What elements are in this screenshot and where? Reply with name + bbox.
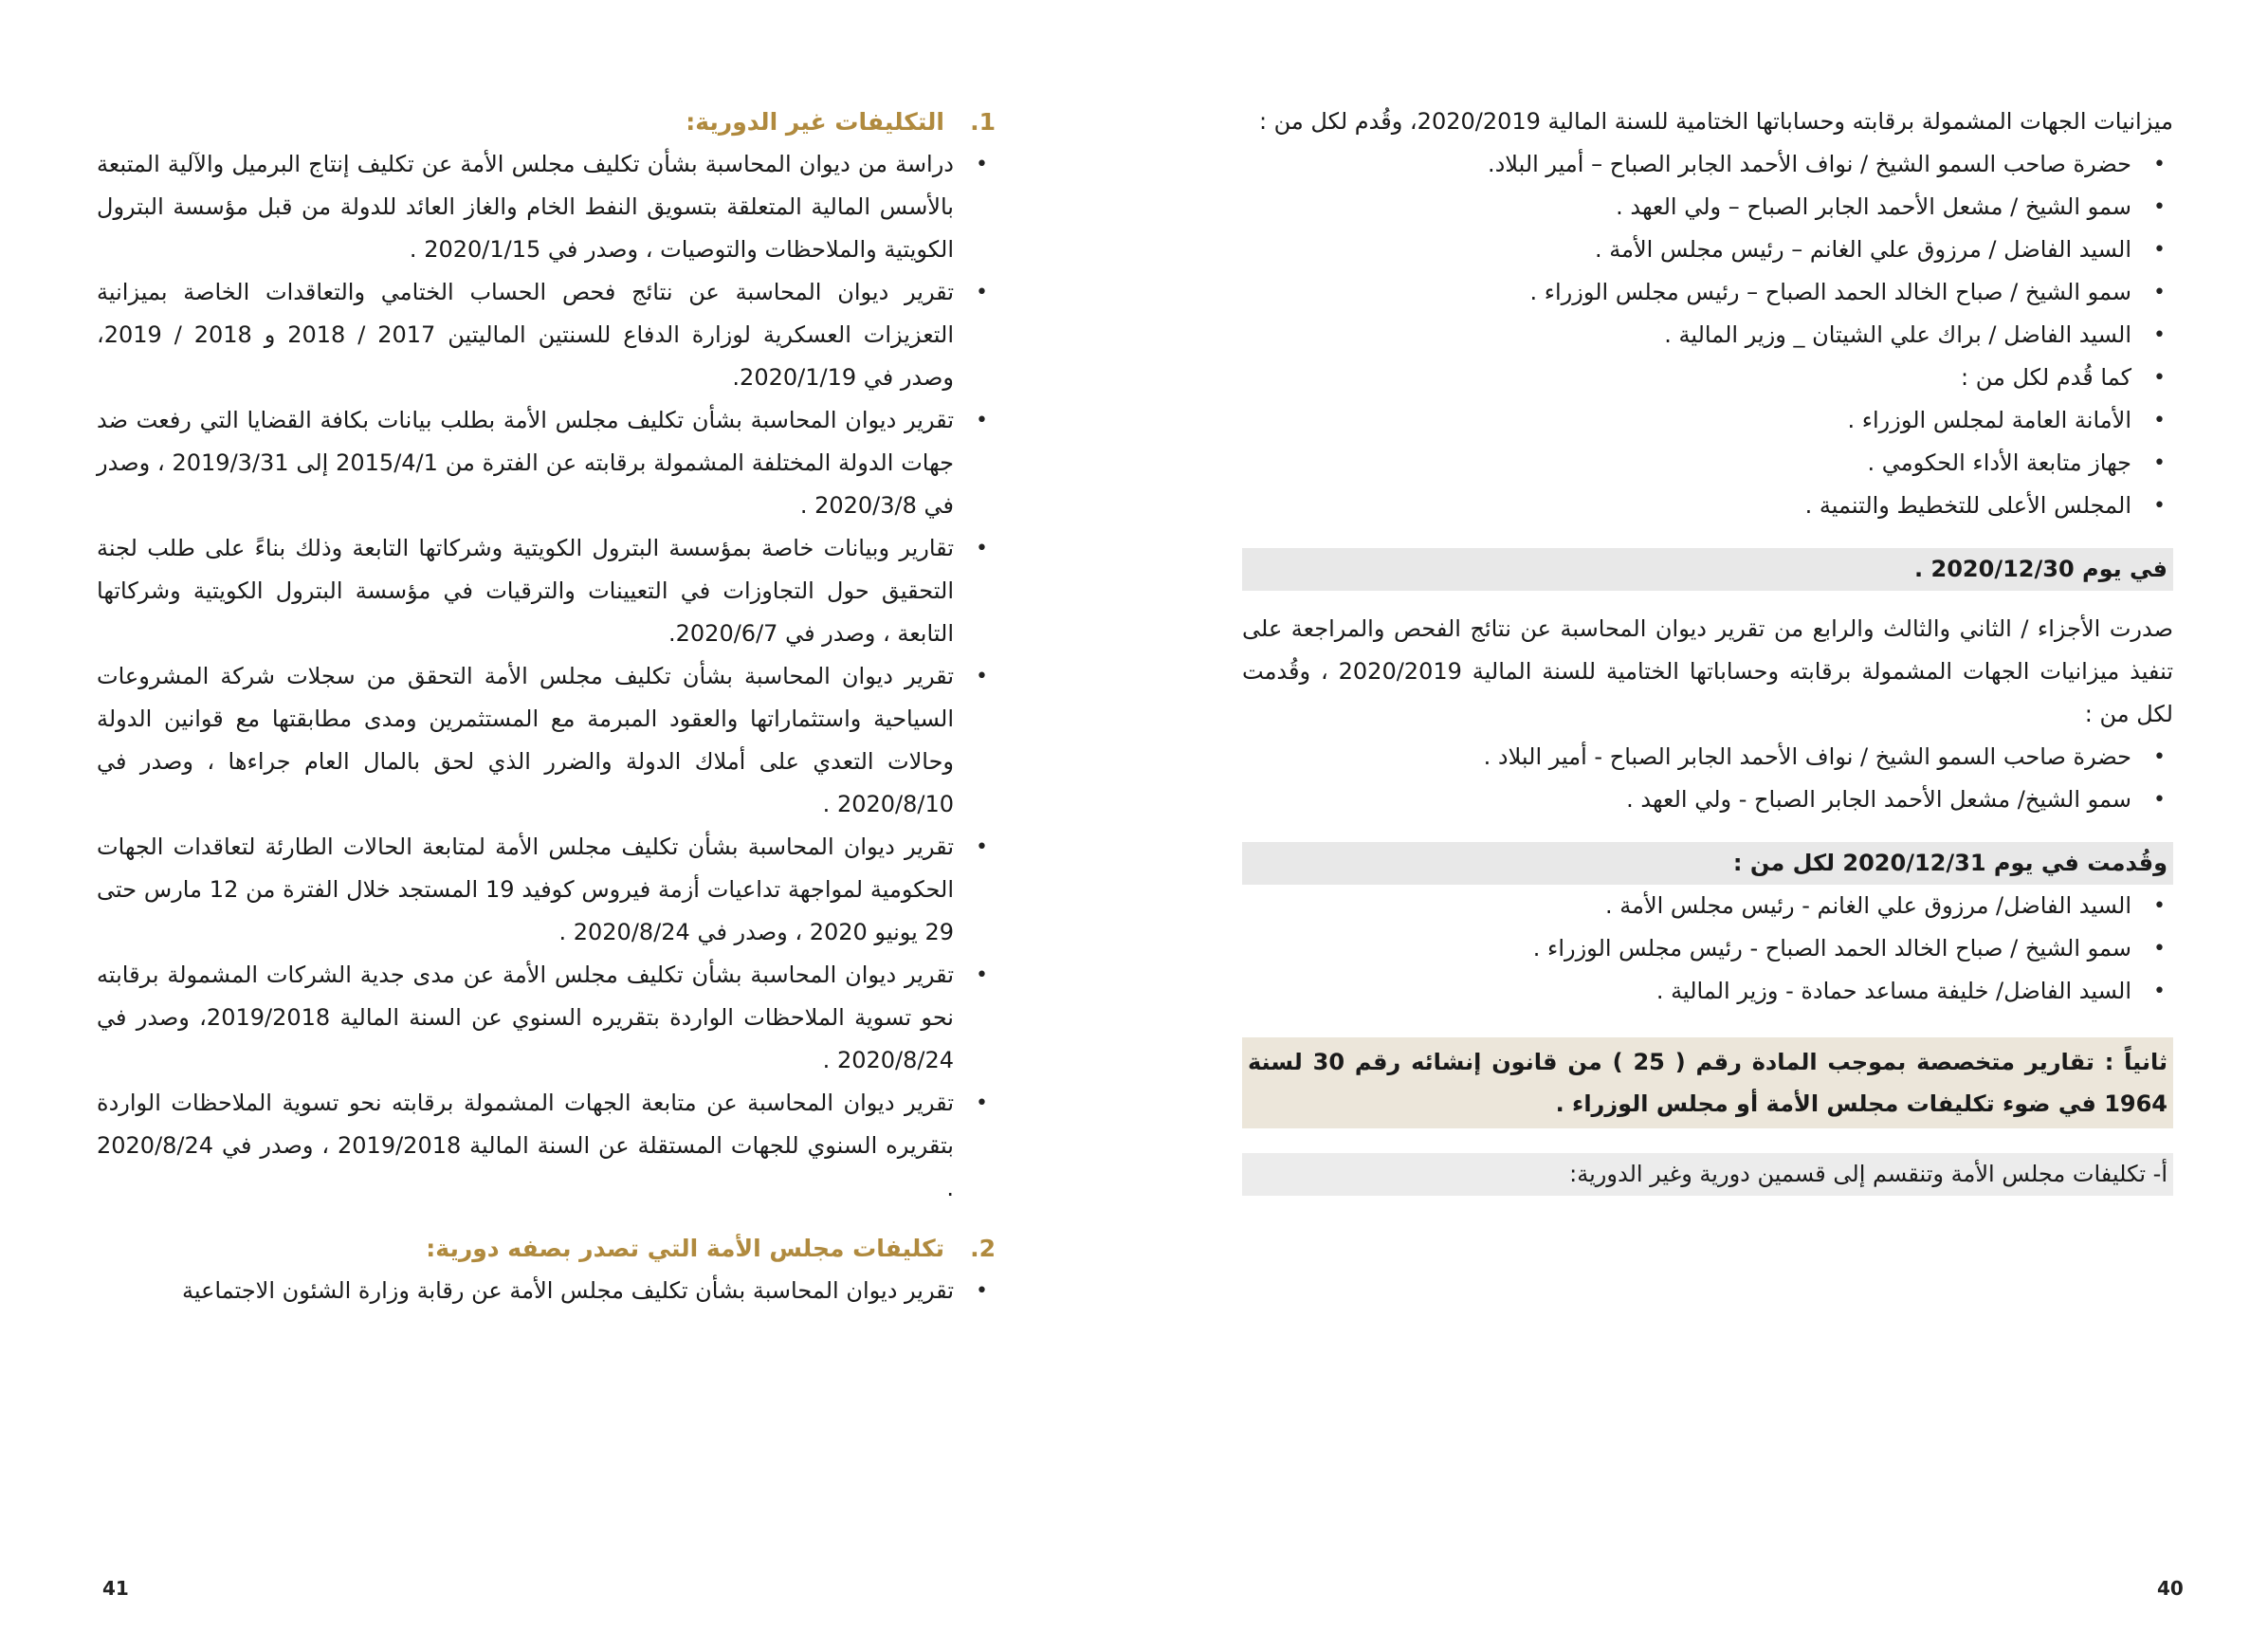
- list-item: • تقرير ديوان المحاسبة عن نتائج فحص الحساب الختامي والتعاقدات الخاصة بميزانية التعزيزات العسكرية لوزارة الدفاع للسنتين الماليتين 2017 / 2018 و 2018 / 2019، وصدر في 2020/1/19.: [97, 271, 996, 399]
- section-2-title: تكليفات مجلس الأمة التي تصدر بصفه دورية:: [426, 1235, 944, 1262]
- page-40: [1242, 0, 2173, 1649]
- list-item: • كما قُدم لكل من :: [1242, 357, 2173, 399]
- date-heading-1: في يوم 2020/12/30 .: [1242, 548, 2173, 591]
- list-item: • السيد الفاضل / براك علي الشيتان _ وزير المالية .: [1242, 314, 2173, 357]
- section-2-heading: [97, 1227, 996, 1270]
- list-item: • دراسة من ديوان المحاسبة بشأن تكليف مجلس الأمة عن تكليف إنتاج البرميل والآلية المتبعة بالأسس المالية المتعلقة بتسويق النفط الخام والغاز العائد للدولة من قبل مؤسسة البترول الكويتية والملاحظات والتوصيات ، وصدر في 2020/1/15 .: [97, 143, 996, 271]
- section-2-number: 2.: [970, 1235, 996, 1262]
- intro-paragraph: ميزانيات الجهات المشمولة برقابته وحساباتها الختامية للسنة المالية 2020/2019، وقُدم لكل من :: [1258, 108, 2173, 135]
- list-item: • تقارير وبيانات خاصة بمؤسسة البترول الكويتية وشركاتها التابعة وذلك بناءً على طلب لجنة التحقيق حول التجاوزات في التعيينات والترقيات في مؤسسة البترول الكويتية وشركاتها التابعة ، وصدر في 2020/6/7.: [97, 527, 996, 655]
- list-item: • السيد الفاضل/ خليفة مساعد حمادة - وزير المالية .: [1242, 970, 2173, 1013]
- list-item: • تقرير ديوان المحاسبة عن متابعة الجهات المشمولة برقابته نحو تسوية الملاحظات الواردة بتقريره السنوي للجهات المستقلة عن السنة المالية 2019/2018 ، وصدر في 2020/8/24 .: [97, 1082, 996, 1210]
- list-item: • السيد الفاضل/ مرزوق علي الغانم - رئيس مجلس الأمة .: [1242, 885, 2173, 927]
- list-item: • تقرير ديوان المحاسبة بشأن تكليف مجلس الأمة التحقق من سجلات شركة المشروعات السياحية واستثماراتها والعقود المبرمة مع المستثمرين ومدى مطابقتها مع قوانين الدولة وحالات التعدي على أملاك الدولة والضرر الذي لحق بالمال العام جراءها ، وصدر في 2020/8/10 .: [97, 655, 996, 826]
- list-item: • المجلس الأعلى للتخطيط والتنمية .: [1242, 485, 2173, 527]
- recipients-list-3: [1242, 885, 2173, 1013]
- list-item: • سمو الشيخ / مشعل الأحمد الجابر الصباح – ولي العهد .: [1242, 186, 2173, 229]
- subheading-parliament-assignments: أ- تكليفات مجلس الأمة وتنقسم إلى قسمين دورية وغير الدورية:: [1242, 1153, 2173, 1196]
- recipients-list-1: [1242, 143, 2173, 527]
- section-1-heading: [97, 101, 996, 143]
- page-41: [97, 0, 996, 1649]
- section-1-title: التكليفات غير الدورية:: [686, 108, 944, 136]
- section-1-number: 1.: [970, 108, 996, 136]
- list-item: • جهاز متابعة الأداء الحكومي .: [1242, 442, 2173, 485]
- list-item: • حضرة صاحب السمو الشيخ / نواف الأحمد الجابر الصباح – أمير البلاد.: [1242, 143, 2173, 186]
- section-1-list: [97, 143, 996, 1210]
- section-2-list: [97, 1270, 996, 1312]
- list-item: • سمو الشيخ / صباح الخالد الحمد الصباح - رئيس مجلس الوزراء .: [1242, 927, 2173, 970]
- page-number-41: 41: [102, 1577, 129, 1600]
- report-paragraph: صدرت الأجزاء / الثاني والثالث والرابع من تقرير ديوان المحاسبة عن نتائج الفحص والمراجعة على تنفيذ ميزانيات الجهات المشمولة برقابته وحساباتها الختامية للسنة المالية 2020/2019 ، وقُدمت لكل من :: [1242, 615, 2173, 727]
- list-item: • تقرير ديوان المحاسبة بشأن تكليف مجلس الأمة بطلب بيانات بكافة القضايا التي رفعت ضد جهات الدولة المختلفة المشمولة برقابته عن الفترة من 2015/4/1 إلى 2019/3/31 ، وصدر في 2020/3/8 .: [97, 399, 996, 527]
- date-heading-2: وقُدمت في يوم 2020/12/31 لكل من :: [1242, 842, 2173, 885]
- list-item: • تقرير ديوان المحاسبة بشأن تكليف مجلس الأمة عن رقابة وزارة الشئون الاجتماعية: [97, 1270, 996, 1312]
- list-item: • الأمانة العامة لمجلس الوزراء .: [1242, 399, 2173, 442]
- list-item: • سمو الشيخ/ مشعل الأحمد الجابر الصباح - ولي العهد .: [1242, 779, 2173, 821]
- list-item: • حضرة صاحب السمو الشيخ / نواف الأحمد الجابر الصباح - أمير البلاد .: [1242, 736, 2173, 779]
- list-item: • تقرير ديوان المحاسبة بشأن تكليف مجلس الأمة لمتابعة الحالات الطارئة لتعاقدات الجهات الحكومية لمواجهة تداعيات أزمة فيروس كوفيد 19 المستجد خلال الفترة من 12 مارس حتى 29 يونيو 2020 ، وصدر في 2020/8/24 .: [97, 826, 996, 954]
- section-two-heading: ثانياً : تقارير متخصصة بموجب المادة رقم ( 25 ) من قانون إنشائه رقم 30 لسنة 1964 في ضوء تكليفات مجلس الأمة أو مجلس الوزراء .: [1242, 1037, 2173, 1128]
- list-item: • تقرير ديوان المحاسبة بشأن تكليف مجلس الأمة عن مدى جدية الشركات المشمولة برقابته نحو تسوية الملاحظات الواردة بتقريره السنوي عن السنة المالية 2019/2018، وصدر في 2020/8/24 .: [97, 954, 996, 1082]
- recipients-list-2: [1242, 736, 2173, 821]
- page-number-40: 40: [2157, 1577, 2184, 1600]
- list-item: • سمو الشيخ / صباح الخالد الحمد الصباح – رئيس مجلس الوزراء .: [1242, 271, 2173, 314]
- list-item: • السيد الفاضل / مرزوق علي الغانم – رئيس مجلس الأمة .: [1242, 229, 2173, 271]
